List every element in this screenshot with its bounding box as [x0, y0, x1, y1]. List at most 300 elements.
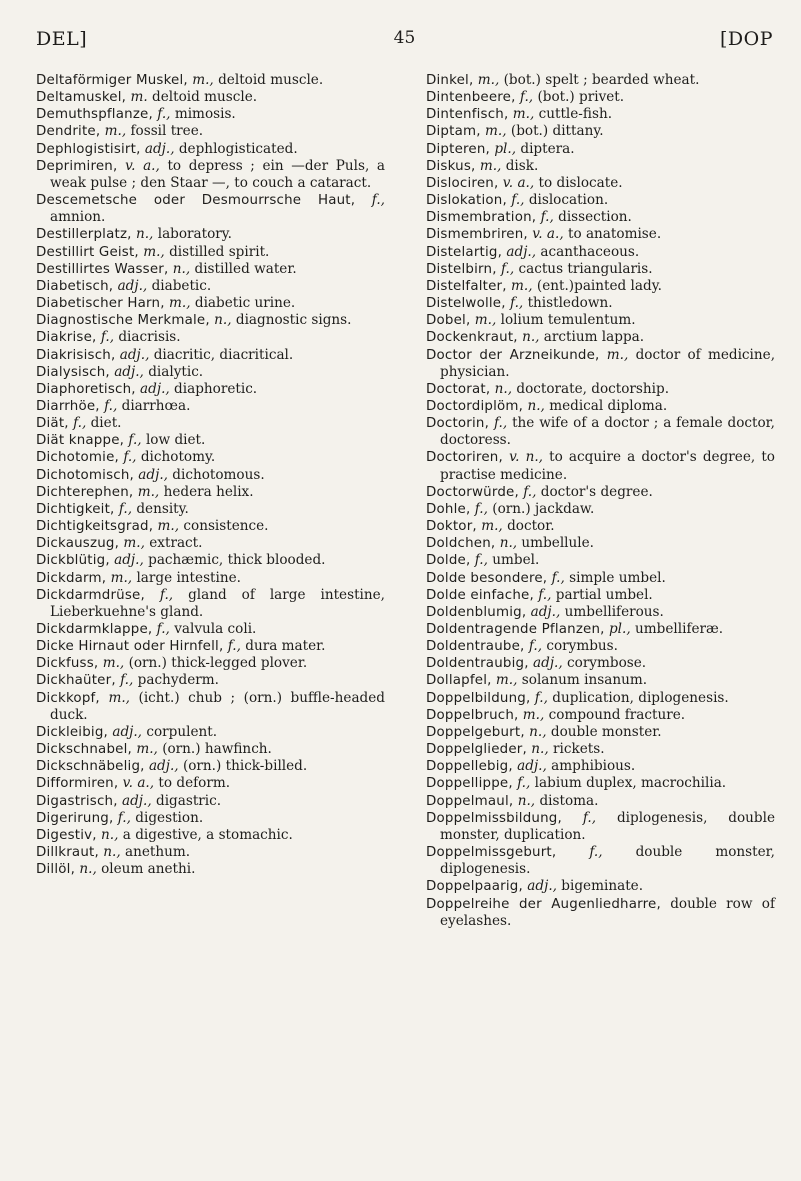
- entry-headword: Dolde einfache,: [426, 587, 534, 603]
- entry-definition: double monster.: [550, 723, 662, 740]
- entry-grammar: f.,: [519, 89, 534, 106]
- entry-grammar: f.,: [500, 260, 515, 277]
- entry-definition: double row of eyelashes.: [440, 895, 775, 929]
- entry-headword: Dichterephen,: [36, 484, 134, 500]
- dictionary-entry: [36, 793, 385, 810]
- entry-grammar: f.,: [493, 415, 508, 432]
- entry-definition: partial umbel.: [555, 586, 653, 603]
- entry-definition: dura mater.: [245, 638, 326, 655]
- dictionary-entry: [426, 141, 775, 158]
- dictionary-entry: [426, 810, 775, 844]
- entry-definition: to deform.: [158, 775, 231, 792]
- dictionary-entry: [36, 655, 385, 672]
- dictionary-entry: [426, 312, 775, 329]
- dictionary-entry: [426, 329, 775, 346]
- entry-definition: the wife of a doctor ; a female doctor, doctoress.: [440, 415, 775, 449]
- entry-grammar: f.,: [159, 586, 174, 603]
- entry-headword: Doppelgeburt,: [426, 724, 525, 740]
- entry-definition: doctor's degree.: [540, 483, 653, 500]
- dictionary-entry: [426, 878, 775, 895]
- dictionary-entry: [36, 449, 385, 466]
- entry-headword: Digerirung,: [36, 810, 114, 826]
- entry-headword: Dickschnabel,: [36, 742, 132, 758]
- dictionary-entry: [36, 861, 385, 878]
- entry-headword: Diptam,: [426, 124, 481, 140]
- entry-headword: Dintenbeere,: [426, 90, 516, 106]
- entry-definition: arctium lappa.: [543, 329, 645, 346]
- entry-headword: Dickblütig,: [36, 553, 110, 569]
- entry-headword: Dintenfisch,: [426, 107, 509, 123]
- entry-grammar: adj.,: [148, 758, 179, 775]
- entry-definition: disk.: [505, 157, 539, 174]
- entry-headword: Dillkraut,: [36, 845, 99, 861]
- entry-grammar: adj.,: [112, 723, 143, 740]
- dictionary-entry: [426, 226, 775, 243]
- entry-headword: Dickdarm,: [36, 570, 107, 586]
- entry-headword: Doldenblumig,: [426, 604, 527, 620]
- dictionary-entry: [36, 827, 385, 844]
- dictionary-entry: [426, 158, 775, 175]
- dictionary-entry: [426, 552, 775, 569]
- entry-definition: distilled spirit.: [169, 243, 270, 260]
- entry-grammar: f.,: [538, 586, 552, 603]
- entry-definition: distoma.: [539, 792, 599, 809]
- dictionary-entry: [426, 672, 775, 689]
- dictionary-entry: [36, 552, 385, 569]
- entry-definition: (ent.)painted lady.: [536, 277, 662, 294]
- entry-definition: compound fracture.: [548, 706, 686, 723]
- entry-headword: Doldentraubig,: [426, 656, 529, 672]
- dictionary-entry: [426, 707, 775, 724]
- dictionary-entry: [426, 295, 775, 312]
- entry-headword: Distelartig,: [426, 244, 503, 260]
- dictionary-entry: [36, 329, 385, 346]
- dictionary-entry: [36, 587, 385, 621]
- dictionary-entry: [426, 501, 775, 518]
- entry-grammar: f.,: [510, 295, 524, 312]
- dictionary-entry: [36, 741, 385, 758]
- entry-grammar: adj.,: [119, 346, 150, 363]
- entry-grammar: pl.,: [494, 140, 517, 157]
- entry-headword: Dismembration,: [426, 210, 537, 226]
- dictionary-entry: [426, 724, 775, 741]
- entry-definition: density.: [136, 500, 189, 517]
- entry-grammar: adj.,: [114, 552, 144, 569]
- entry-grammar: m.,: [522, 706, 545, 723]
- entry-headword: Dicke Hirnaut oder Hirnfell,: [36, 639, 224, 655]
- dictionary-entry: [36, 312, 385, 329]
- entry-definition: to dislocate.: [538, 174, 623, 191]
- entry-headword: Dinkel,: [426, 73, 474, 88]
- entry-definition: corymbose.: [567, 655, 647, 672]
- dictionary-entry: [426, 741, 775, 758]
- entry-headword: Diskus,: [426, 158, 476, 174]
- entry-definition: duplication, diplogenesis.: [552, 689, 729, 706]
- dictionary-entry: [36, 347, 385, 364]
- entry-headword: Dichotomie,: [36, 450, 119, 466]
- entry-definition: deltoid muscle.: [152, 89, 258, 106]
- entry-headword: Dolde,: [426, 553, 471, 569]
- page-header: [36, 28, 773, 58]
- dictionary-entry: [36, 724, 385, 741]
- entry-headword: Dickschnäbelig,: [36, 759, 145, 775]
- dictionary-entry: [426, 604, 775, 621]
- dictionary-entry: [426, 261, 775, 278]
- entry-headword: Diabetischer Harn,: [36, 296, 165, 312]
- entry-definition: diacrisis.: [118, 329, 181, 346]
- entry-headword: Doctoriren,: [426, 450, 503, 466]
- dictionary-entry: [426, 278, 775, 295]
- entry-definition: lolium temulentum.: [500, 312, 636, 329]
- dictionary-entry: [36, 192, 385, 226]
- dictionary-entry: [36, 535, 385, 552]
- entry-grammar: f.,: [100, 329, 115, 346]
- entry-definition: thistledown.: [527, 295, 613, 312]
- entry-headword: Distelwolle,: [426, 296, 506, 312]
- entry-definition: bigeminate.: [561, 878, 644, 895]
- entry-grammar: f.,: [128, 432, 142, 449]
- dictionary-entry: [426, 844, 775, 878]
- entry-grammar: m.,: [104, 123, 127, 140]
- entry-grammar: f.,: [474, 552, 488, 569]
- entry-grammar: f.,: [534, 689, 548, 706]
- dictionary-entry: [36, 672, 385, 689]
- dictionary-entry: [426, 72, 775, 89]
- entry-grammar: adj.,: [530, 603, 561, 620]
- entry-headword: Doktor,: [426, 519, 477, 535]
- entry-grammar: n.,: [531, 741, 549, 758]
- dictionary-entry: [426, 518, 775, 535]
- entry-headword: Doctorin,: [426, 416, 490, 432]
- dictionary-entry: [36, 844, 385, 861]
- dictionary-entry: [426, 587, 775, 604]
- entry-grammar: m.,: [102, 655, 125, 672]
- dictionary-entry: [36, 364, 385, 381]
- entry-definition: umbelliferous.: [564, 603, 664, 620]
- entry-headword: Dislociren,: [426, 175, 499, 191]
- dictionary-entry: [426, 775, 775, 792]
- entry-headword: Dephlogistisirt,: [36, 141, 141, 157]
- dictionary-entry: [36, 381, 385, 398]
- entry-grammar: adj.,: [144, 140, 175, 157]
- entry-definition: fossil tree.: [130, 123, 204, 140]
- entry-definition: pachyderm.: [137, 672, 219, 689]
- entry-definition: gland of large intestine, Lieberkuehne's gland.: [50, 586, 385, 620]
- entry-grammar: m.,: [108, 689, 130, 706]
- entry-definition: digastric.: [156, 792, 222, 809]
- dictionary-entry: [36, 484, 385, 501]
- entry-definition: (orn.) hawfinch.: [162, 741, 272, 758]
- entry-headword: Dichtigkeit,: [36, 501, 115, 517]
- dictionary-entry: [426, 175, 775, 192]
- entry-headword: Dendrite,: [36, 124, 101, 140]
- entry-headword: Dichotomisch,: [36, 467, 134, 483]
- dictionary-entry: [426, 415, 775, 449]
- dictionary-entry: [36, 106, 385, 123]
- entry-definition: diptera.: [520, 140, 575, 157]
- dictionary-entry: [36, 518, 385, 535]
- entry-grammar: v. a.,: [125, 157, 160, 174]
- entry-definition: to anatomise.: [567, 226, 662, 243]
- dictionary-entry: [36, 158, 385, 192]
- entry-headword: Doctorat,: [426, 381, 491, 397]
- entry-headword: Dickkopf,: [36, 690, 100, 706]
- entry-definition: valvula coli.: [174, 621, 257, 637]
- entry-grammar: m.: [130, 89, 148, 106]
- entry-grammar: v. a.,: [122, 775, 155, 792]
- entry-definition: diacritic, diacritical.: [153, 346, 294, 363]
- dictionary-entry: [36, 775, 385, 792]
- dictionary-entry: [426, 449, 775, 483]
- dictionary-entry: [36, 638, 385, 655]
- entry-definition: digestion.: [135, 809, 204, 826]
- entry-headword: Difformiren,: [36, 776, 119, 792]
- entry-grammar: adj.,: [140, 380, 170, 397]
- entry-definition: (orn.) thick-legged plover.: [128, 655, 308, 672]
- entry-definition: (icht.) chub ; (orn.) buffle-headed duck.: [50, 689, 385, 723]
- dictionary-entry: [426, 535, 775, 552]
- entry-grammar: n.,: [79, 861, 97, 878]
- entry-definition: anethum.: [125, 844, 191, 861]
- entry-definition: (bot.) privet.: [537, 89, 625, 106]
- entry-grammar: m.,: [606, 346, 629, 363]
- dictionary-entry: [36, 570, 385, 587]
- entry-grammar: adj.,: [138, 466, 168, 483]
- entry-grammar: adj.,: [114, 363, 144, 380]
- entry-headword: Doppellippe,: [426, 776, 513, 792]
- page-number: 45: [393, 28, 416, 48]
- dictionary-entry: [36, 432, 385, 449]
- entry-headword: Doppelpaarig,: [426, 879, 523, 895]
- entry-definition: laboratory.: [157, 226, 232, 243]
- dictionary-entry: [36, 810, 385, 827]
- entry-grammar: n.,: [214, 312, 232, 329]
- entry-headword: Doldchen,: [426, 536, 496, 552]
- entry-grammar: f.,: [582, 809, 597, 826]
- entry-grammar: f.,: [474, 500, 488, 517]
- entry-definition: (orn.) thick-billed.: [182, 758, 308, 775]
- entry-headword: Descemetsche oder Desmourrsche Haut,: [36, 193, 356, 209]
- entry-definition: rickets.: [553, 741, 605, 758]
- entry-headword: Dickdarmklappe,: [36, 622, 153, 637]
- entry-definition: diabetic.: [151, 277, 212, 294]
- entry-definition: dissection.: [558, 209, 632, 226]
- entry-definition: medical diploma.: [549, 397, 668, 414]
- entry-grammar: m.,: [479, 157, 502, 174]
- dictionary-entry: [36, 244, 385, 261]
- entry-headword: Dickleibig,: [36, 724, 109, 740]
- dictionary-entry: [426, 398, 775, 415]
- entry-grammar: n.,: [494, 380, 513, 397]
- entry-grammar: n.,: [517, 792, 536, 809]
- dictionary-entry: [426, 793, 775, 810]
- entry-headword: Diagnostische Merkmale,: [36, 313, 210, 329]
- entry-grammar: m.,: [110, 569, 133, 586]
- entry-definition: dialytic.: [148, 363, 204, 380]
- dictionary-entry: [36, 141, 385, 158]
- entry-headword: Dichtigkeitsgrad,: [36, 519, 154, 535]
- entry-grammar: m.,: [157, 518, 180, 535]
- entry-definition: cactus triangularis.: [518, 260, 653, 277]
- entry-headword: Diabetisch,: [36, 278, 114, 294]
- entry-definition: cuttle-fish.: [538, 106, 613, 123]
- entry-grammar: m.,: [477, 72, 500, 88]
- entry-grammar: f.,: [523, 483, 537, 500]
- entry-definition: double monster, diplogenesis.: [440, 844, 775, 878]
- entry-headword: Dohle,: [426, 501, 471, 517]
- dictionary-entry: [426, 347, 775, 381]
- entry-grammar: m.,: [511, 277, 533, 294]
- entry-headword: Destillirt Geist,: [36, 244, 139, 260]
- entry-grammar: adj.,: [117, 277, 148, 294]
- entry-headword: Diät,: [36, 416, 69, 432]
- entry-grammar: f.,: [589, 844, 603, 861]
- dictionary-entry: [36, 72, 385, 89]
- left-column: [36, 72, 385, 878]
- entry-grammar: f.,: [118, 500, 133, 517]
- entry-definition: extract.: [149, 535, 203, 552]
- entry-grammar: m.,: [123, 535, 145, 552]
- entry-definition: diagnostic signs.: [235, 312, 352, 329]
- entry-grammar: m.,: [481, 518, 503, 535]
- entry-grammar: n.,: [499, 535, 518, 552]
- dictionary-entry: [36, 467, 385, 484]
- entry-grammar: pl.,: [608, 621, 631, 637]
- entry-grammar: n.,: [103, 844, 121, 861]
- entry-definition: consistence.: [183, 518, 269, 535]
- entry-grammar: f.,: [551, 569, 565, 586]
- entry-grammar: adj.,: [527, 878, 557, 895]
- dictionary-entry: [36, 415, 385, 432]
- entry-definition: diplogenesis, double monster, duplication.: [440, 809, 776, 843]
- dictionary-entry: [426, 621, 775, 638]
- entry-headword: Deprimiren,: [36, 158, 118, 174]
- entry-headword: Doppellebig,: [426, 759, 513, 775]
- entry-definition: a digestive, a stomachic.: [122, 826, 293, 843]
- entry-headword: Dipteren,: [426, 141, 491, 157]
- entry-definition: distilled water.: [194, 260, 297, 277]
- dictionary-entry: [426, 896, 775, 930]
- entry-grammar: v. n.,: [509, 449, 543, 466]
- dictionary-entry: [426, 638, 775, 655]
- entry-headword: Dockenkraut,: [426, 330, 518, 346]
- dictionary-entry: [426, 209, 775, 226]
- dictionary-entry: [36, 398, 385, 415]
- entry-headword: Deltaförmiger Muskel,: [36, 73, 188, 88]
- entry-definition: diet.: [90, 415, 122, 432]
- dictionary-entry: [426, 570, 775, 587]
- entry-grammar: f.,: [123, 449, 137, 466]
- entry-headword: Doppelbruch,: [426, 707, 519, 723]
- entry-headword: Dismembriren,: [426, 227, 528, 243]
- entry-definition: pachæmic, thick blooded.: [148, 552, 326, 569]
- entry-definition: amnion.: [50, 209, 106, 226]
- entry-definition: dichotomy.: [140, 449, 216, 466]
- right-column: [426, 72, 775, 930]
- entry-grammar: adj.,: [122, 792, 152, 809]
- entry-definition: (bot.) dittany.: [510, 123, 604, 140]
- entry-definition: acanthaceous.: [540, 243, 640, 260]
- dictionary-entry: [426, 192, 775, 209]
- entry-definition: doctorate, doctorship.: [516, 380, 670, 397]
- entry-headword: Digestiv,: [36, 827, 97, 843]
- entry-headword: Demuthspflanze,: [36, 107, 153, 123]
- entry-headword: Dolde besondere,: [426, 570, 548, 586]
- entry-headword: Dillöl,: [36, 862, 76, 878]
- entry-definition: hedera helix.: [163, 483, 254, 500]
- entry-grammar: n.,: [172, 260, 191, 277]
- dictionary-entry: [36, 123, 385, 140]
- dictionary-entry: [426, 758, 775, 775]
- entry-definition: diarrhœa.: [121, 397, 191, 414]
- entry-definition: corymbus.: [546, 638, 618, 655]
- entry-grammar: m.,: [495, 672, 518, 689]
- entry-definition: dichotomous.: [172, 466, 265, 483]
- dictionary-entry: [426, 690, 775, 707]
- entry-definition: mimosis.: [174, 106, 236, 123]
- entry-grammar: adj.,: [533, 655, 563, 672]
- dictionary-entry: [426, 655, 775, 672]
- dictionary-entry: [426, 484, 775, 501]
- entry-grammar: m.,: [136, 741, 158, 758]
- entry-definition: simple umbel.: [569, 569, 666, 586]
- entry-grammar: adj.,: [517, 758, 547, 775]
- entry-headword: Doppelglieder,: [426, 742, 527, 758]
- dictionary-entry: [36, 226, 385, 243]
- entry-headword: Doppelmissgeburt,: [426, 845, 557, 861]
- dictionary-entry: [426, 123, 775, 140]
- dictionary-entry: [426, 244, 775, 261]
- entry-definition: umbel.: [492, 552, 540, 569]
- dictionary-entry: [426, 381, 775, 398]
- entry-grammar: m.,: [192, 72, 214, 88]
- entry-headword: Doldentragende Pflanzen,: [426, 622, 605, 637]
- entry-definition: to depress ; ein —der Puls, a weak pulse ; den Staar —, to couch a cataract.: [50, 157, 385, 191]
- entry-definition: amphibious.: [551, 758, 636, 775]
- entry-definition: diaphoretic.: [174, 380, 258, 397]
- entry-grammar: m.,: [137, 483, 160, 500]
- entry-grammar: f.,: [371, 192, 385, 209]
- entry-headword: Dollapfel,: [426, 673, 492, 689]
- entry-definition: umbelliferæ.: [635, 621, 724, 637]
- entry-headword: Diaphoretisch,: [36, 381, 136, 397]
- entry-definition: (bot.) spelt ; bearded wheat.: [503, 72, 700, 88]
- entry-headword: Digastrisch,: [36, 793, 118, 809]
- entry-headword: Doppelmaul,: [426, 793, 514, 809]
- entry-headword: Doctorwürde,: [426, 484, 519, 500]
- entry-headword: Dickauszug,: [36, 536, 120, 552]
- entry-grammar: adj.,: [506, 243, 537, 260]
- entry-definition: diabetic urine.: [194, 295, 296, 312]
- entry-grammar: f.,: [227, 638, 241, 655]
- entry-definition: oleum anethi.: [101, 861, 196, 878]
- entry-headword: Distelbirn,: [426, 261, 497, 277]
- entry-headword: Diät knappe,: [36, 433, 125, 449]
- entry-grammar: v. a.,: [502, 174, 535, 191]
- dictionary-entry: [426, 89, 775, 106]
- entry-headword: Dickfuss,: [36, 656, 99, 672]
- entry-headword: Diakrisisch,: [36, 347, 116, 363]
- running-head-right: [DOP: [719, 28, 773, 50]
- entry-definition: doctor.: [507, 518, 555, 535]
- entry-grammar: m.,: [143, 243, 165, 260]
- entry-definition: large intestine.: [136, 569, 241, 586]
- entry-headword: Doppelmissbildung,: [426, 810, 562, 826]
- entry-grammar: m.,: [169, 295, 191, 312]
- entry-grammar: f.,: [156, 621, 170, 637]
- dictionary-entry: [36, 758, 385, 775]
- dictionary-entry: [36, 690, 385, 724]
